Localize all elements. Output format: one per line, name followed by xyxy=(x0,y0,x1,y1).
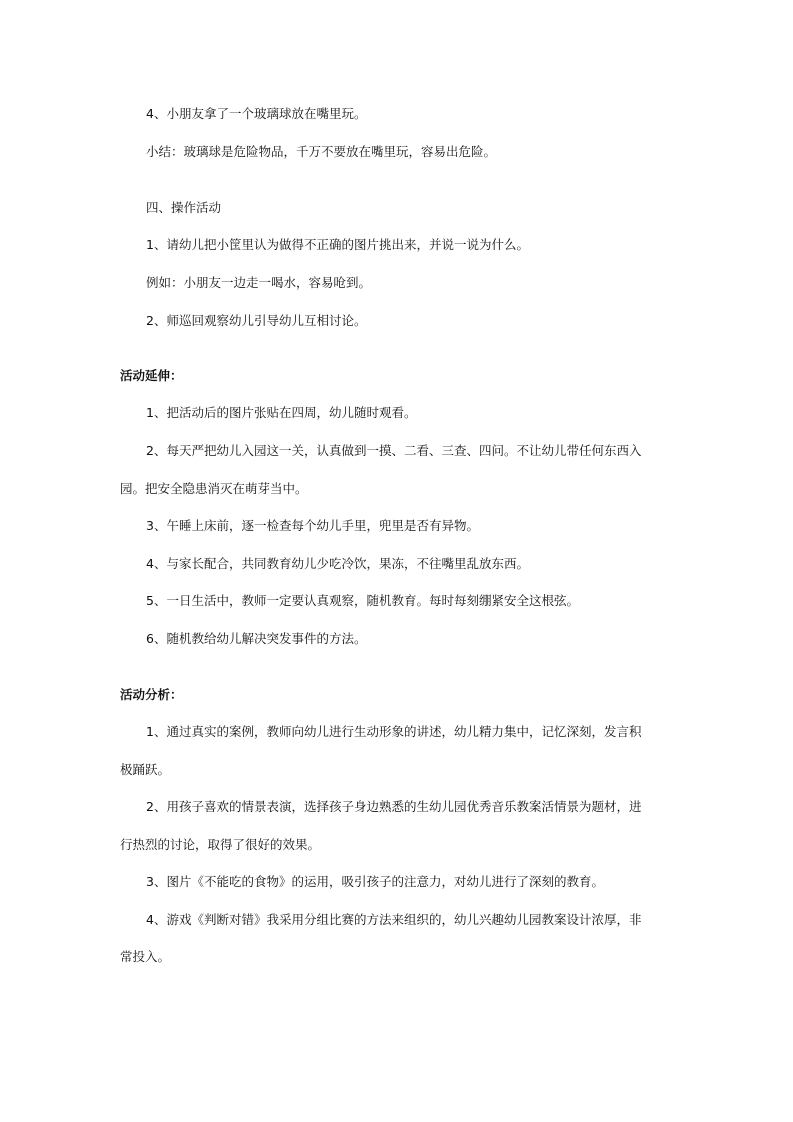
summary-paragraph: 小结：玻璃球是危险物品，千万不要放在嘴里玩，容易出危险。 xyxy=(146,144,497,159)
analysis-item-2-line-1: 2、用孩子喜欢的情景表演，选择孩子身边熟悉的生幼儿园优秀音乐教案活情景为题材，进 xyxy=(146,799,642,814)
extension-item-4: 4、与家长配合，共同教育幼儿少吃冷饮，果冻，不往嘴里乱放东西。 xyxy=(146,556,529,571)
operation-example: 例如：小朋友一边走一喝水，容易呛到。 xyxy=(146,275,372,290)
extension-heading: 活动延伸： xyxy=(120,368,183,383)
analysis-item-2-line-2: 行热烈的讨论，取得了很好的效果。 xyxy=(120,837,321,852)
operation-item-2: 2、师巡回观察幼儿引导幼儿互相讨论。 xyxy=(146,313,367,328)
analysis-item-1-line-2: 极踊跃。 xyxy=(120,762,171,777)
analysis-item-4-line-2: 常投入。 xyxy=(120,949,171,964)
activity-item-4: 4、小朋友拿了一个玻璃球放在嘴里玩。 xyxy=(146,106,367,121)
section-heading-operation: 四、操作活动 xyxy=(146,200,222,215)
analysis-item-1-line-1: 1、通过真实的案例，教师向幼儿进行生动形象的讲述，幼儿精力集中，记忆深刻，发言积 xyxy=(146,724,642,739)
analysis-heading: 活动分析： xyxy=(120,687,183,702)
analysis-item-4-line-1: 4、游戏《判断对错》我采用分组比赛的方法来组织的，幼儿兴趣幼儿园教案设计浓厚，非 xyxy=(146,912,642,927)
extension-item-1: 1、把活动后的图片张贴在四周，幼儿随时观看。 xyxy=(146,405,417,420)
extension-item-3: 3、午睡上床前，逐一检查每个幼儿手里，兜里是否有异物。 xyxy=(146,518,479,533)
operation-item-1: 1、请幼儿把小筐里认为做得不正确的图片挑出来，并说一说为什么。 xyxy=(146,237,529,252)
analysis-item-3: 3、图片《不能吃的食物》的运用，吸引孩子的注意力，对幼儿进行了深刻的教育。 xyxy=(146,874,604,889)
extension-item-6: 6、随机教给幼儿解决突发事件的方法。 xyxy=(146,631,367,646)
extension-item-2-line-1: 2、每天严把幼儿入园这一关，认真做到一摸、二看、三查、四问。不让幼儿带任何东西入 xyxy=(146,443,642,458)
extension-item-5: 5、一日生活中，教师一定要认真观察，随机教育。每时每刻绷紧安全这根弦。 xyxy=(146,593,579,608)
extension-item-2-line-2: 园。把安全隐患消灭在萌芽当中。 xyxy=(120,481,308,496)
